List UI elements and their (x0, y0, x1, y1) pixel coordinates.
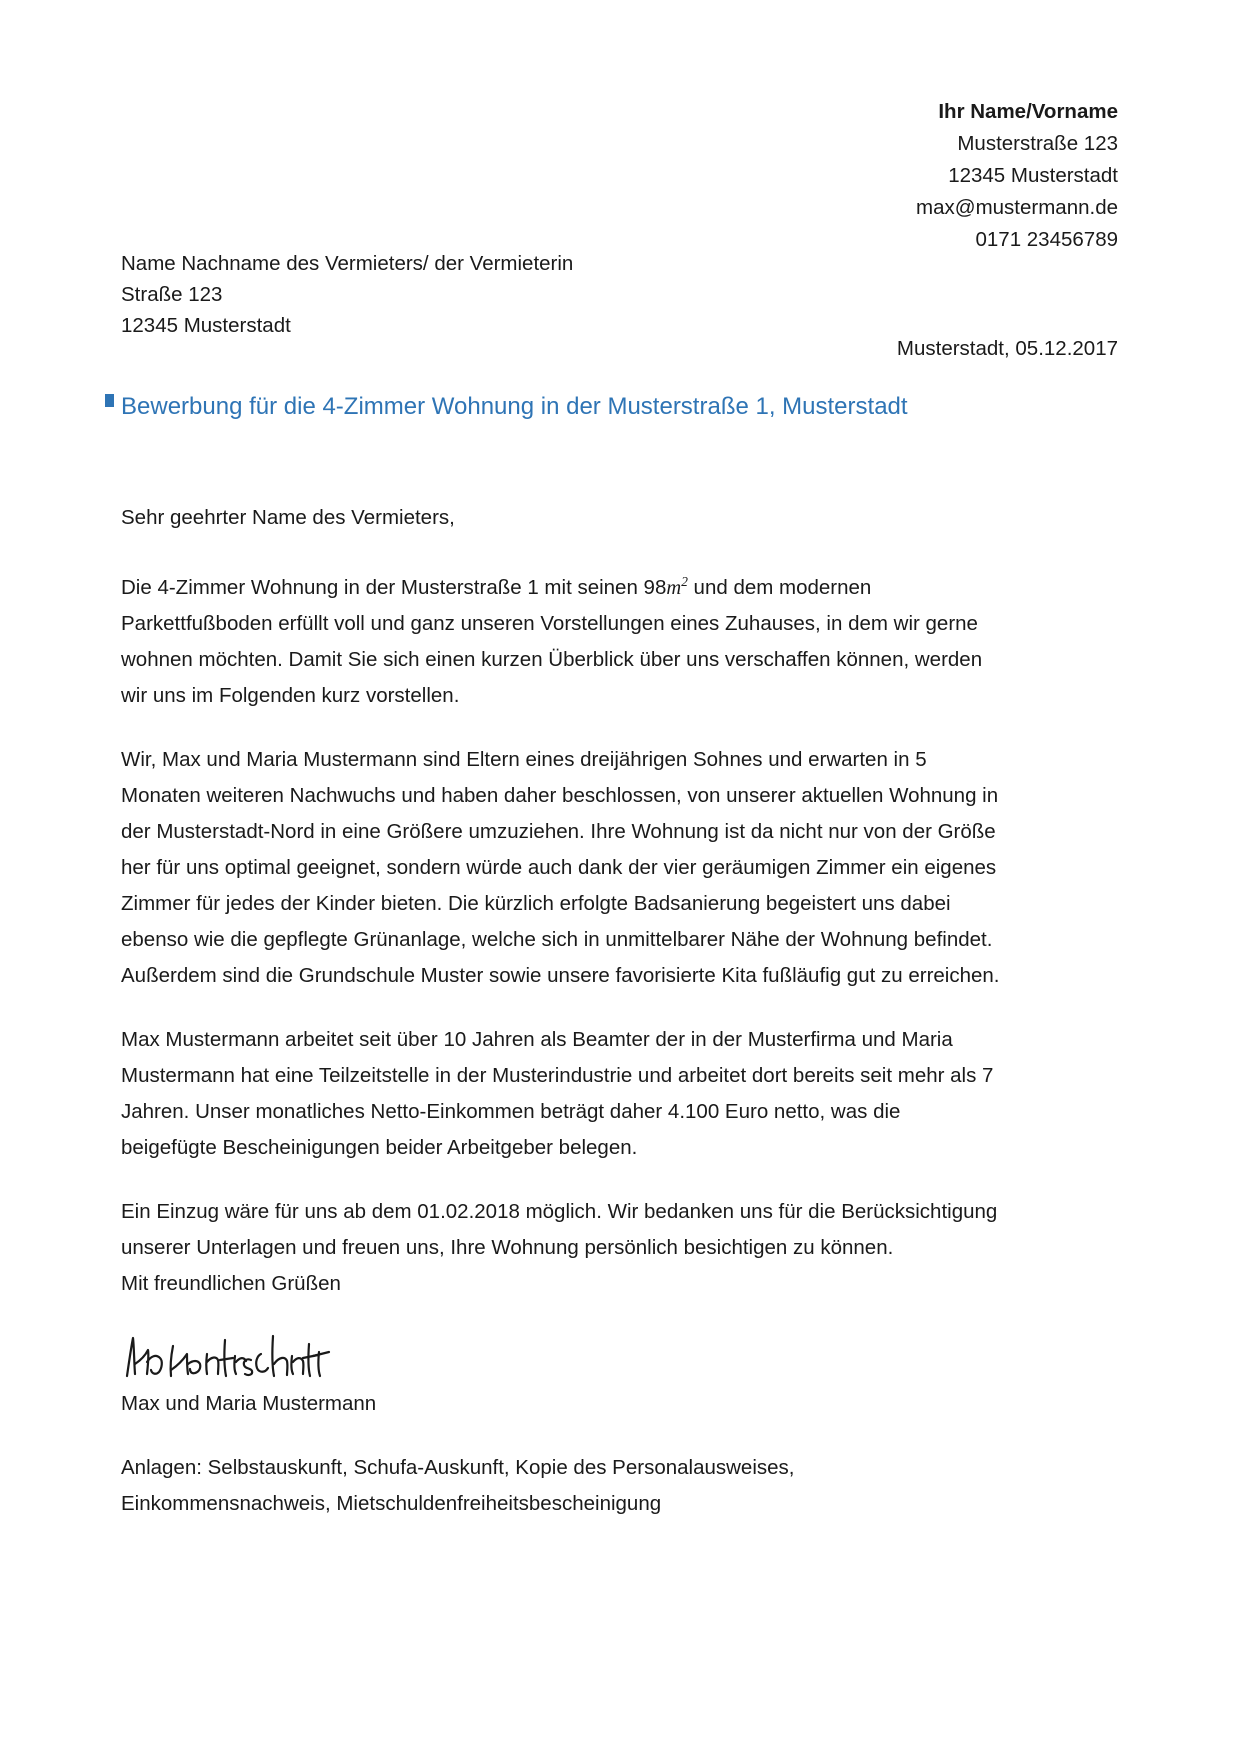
salutation: Sehr geehrter Name des Vermieters, (121, 506, 455, 529)
area-unit-exponent: 2 (681, 574, 688, 589)
signer-name: Max und Maria Mustermann (121, 1391, 377, 1415)
letter-body (121, 500, 1001, 1550)
paragraph-movein: Ein Einzug wäre für uns ab dem 01.02.2018 möglich. Wir bedanken uns für die Berücksichtigung unserer Unterlagen und freuen uns, Ihre Wohnung persönlich besichtigen zu können. (121, 1199, 998, 1259)
handwritten-signature-icon (121, 1330, 361, 1386)
recipient-street: Straße 123 (121, 283, 223, 306)
subject-block (105, 388, 1005, 426)
sender-address-block (916, 96, 1118, 256)
sender-street: Musterstraße 123 (957, 132, 1118, 155)
sender-name: Ihr Name/Vorname (938, 100, 1118, 123)
recipient-city: 12345 Musterstadt (121, 314, 291, 337)
sender-phone: 0171 23456789 (975, 228, 1118, 251)
paragraph-employment: Max Mustermann arbeitet seit über 10 Jahren als Beamter der in der Musterfirma und Maria Mustermann hat eine Teilzeitstelle in der Musterindustrie und arbeitet dort bereits seit mehr als 7 Jahren. Unser monatliches Netto-Einkommen beträgt daher 4.100 Euro netto, was die beigefügte Bescheinigungen beider Arbeitgeber belegen. (121, 1027, 994, 1159)
attachments-line: Anlagen: Selbstauskunft, Schufa-Auskunft, Kopie des Personalausweises, Einkommensnachweis, Mietschuldenfreiheitsbescheinigung (121, 1455, 795, 1515)
area-unit-letter: m (666, 576, 682, 599)
paragraph-family: Wir, Max und Maria Mustermann sind Eltern eines dreijährigen Sohnes und erwarten in 5 Monaten weiteren Nachwuchs und haben daher beschlossen, von unserer aktuellen Wohnung in der Musterstadt-Nord in eine Größere umzuziehen. Ihre Wohnung ist da nicht nur von der Größe her für uns optimal geeignet, sondern würde auch dank der vier geräumigen Zimmer ein eigenes Zimmer für jedes der Kinder bieten. Die kürzlich erfolgte Badsanierung begeistert uns dabei ebenso wie die gepflegte Grünanlage, welche sich in unmittelbarer Nähe der Wohnung befindet. Außerdem sind die Grundschule Muster sowie unsere favorisierte Kita fußläufig gut zu erreichen. (121, 747, 1000, 987)
sender-email: max@mustermann.de (916, 196, 1118, 219)
paragraph-intro-part1: Die 4-Zimmer Wohnung in der Musterstraße 1 mit seinen 98 (121, 575, 667, 599)
place-and-date: Musterstadt, 05.12.2017 (896, 337, 1118, 360)
sender-city: 12345 Musterstadt (948, 164, 1118, 187)
area-unit (666, 574, 688, 599)
subject-line: Bewerbung für die 4-Zimmer Wohnung in der Musterstraße 1, Musterstadt (121, 393, 908, 420)
recipient-name: Name Nachname des Vermieters/ der Vermieterin (121, 252, 574, 275)
recipient-address-block (121, 248, 573, 341)
square-bullet-icon (105, 394, 114, 407)
closing-line: Mit freundlichen Grüßen (121, 1271, 341, 1295)
paragraph-intro (121, 564, 1001, 714)
paragraph-intro-part2: und dem modernen Parkettfußboden erfüllt voll und ganz unseren Vorstellungen eines Zuhauses, in dem wir gerne wohnen möchten. Damit Sie sich einen kurzen Überblick über uns verschaffen können, werden wir uns im Folgenden kurz vorstellen. (121, 575, 983, 707)
